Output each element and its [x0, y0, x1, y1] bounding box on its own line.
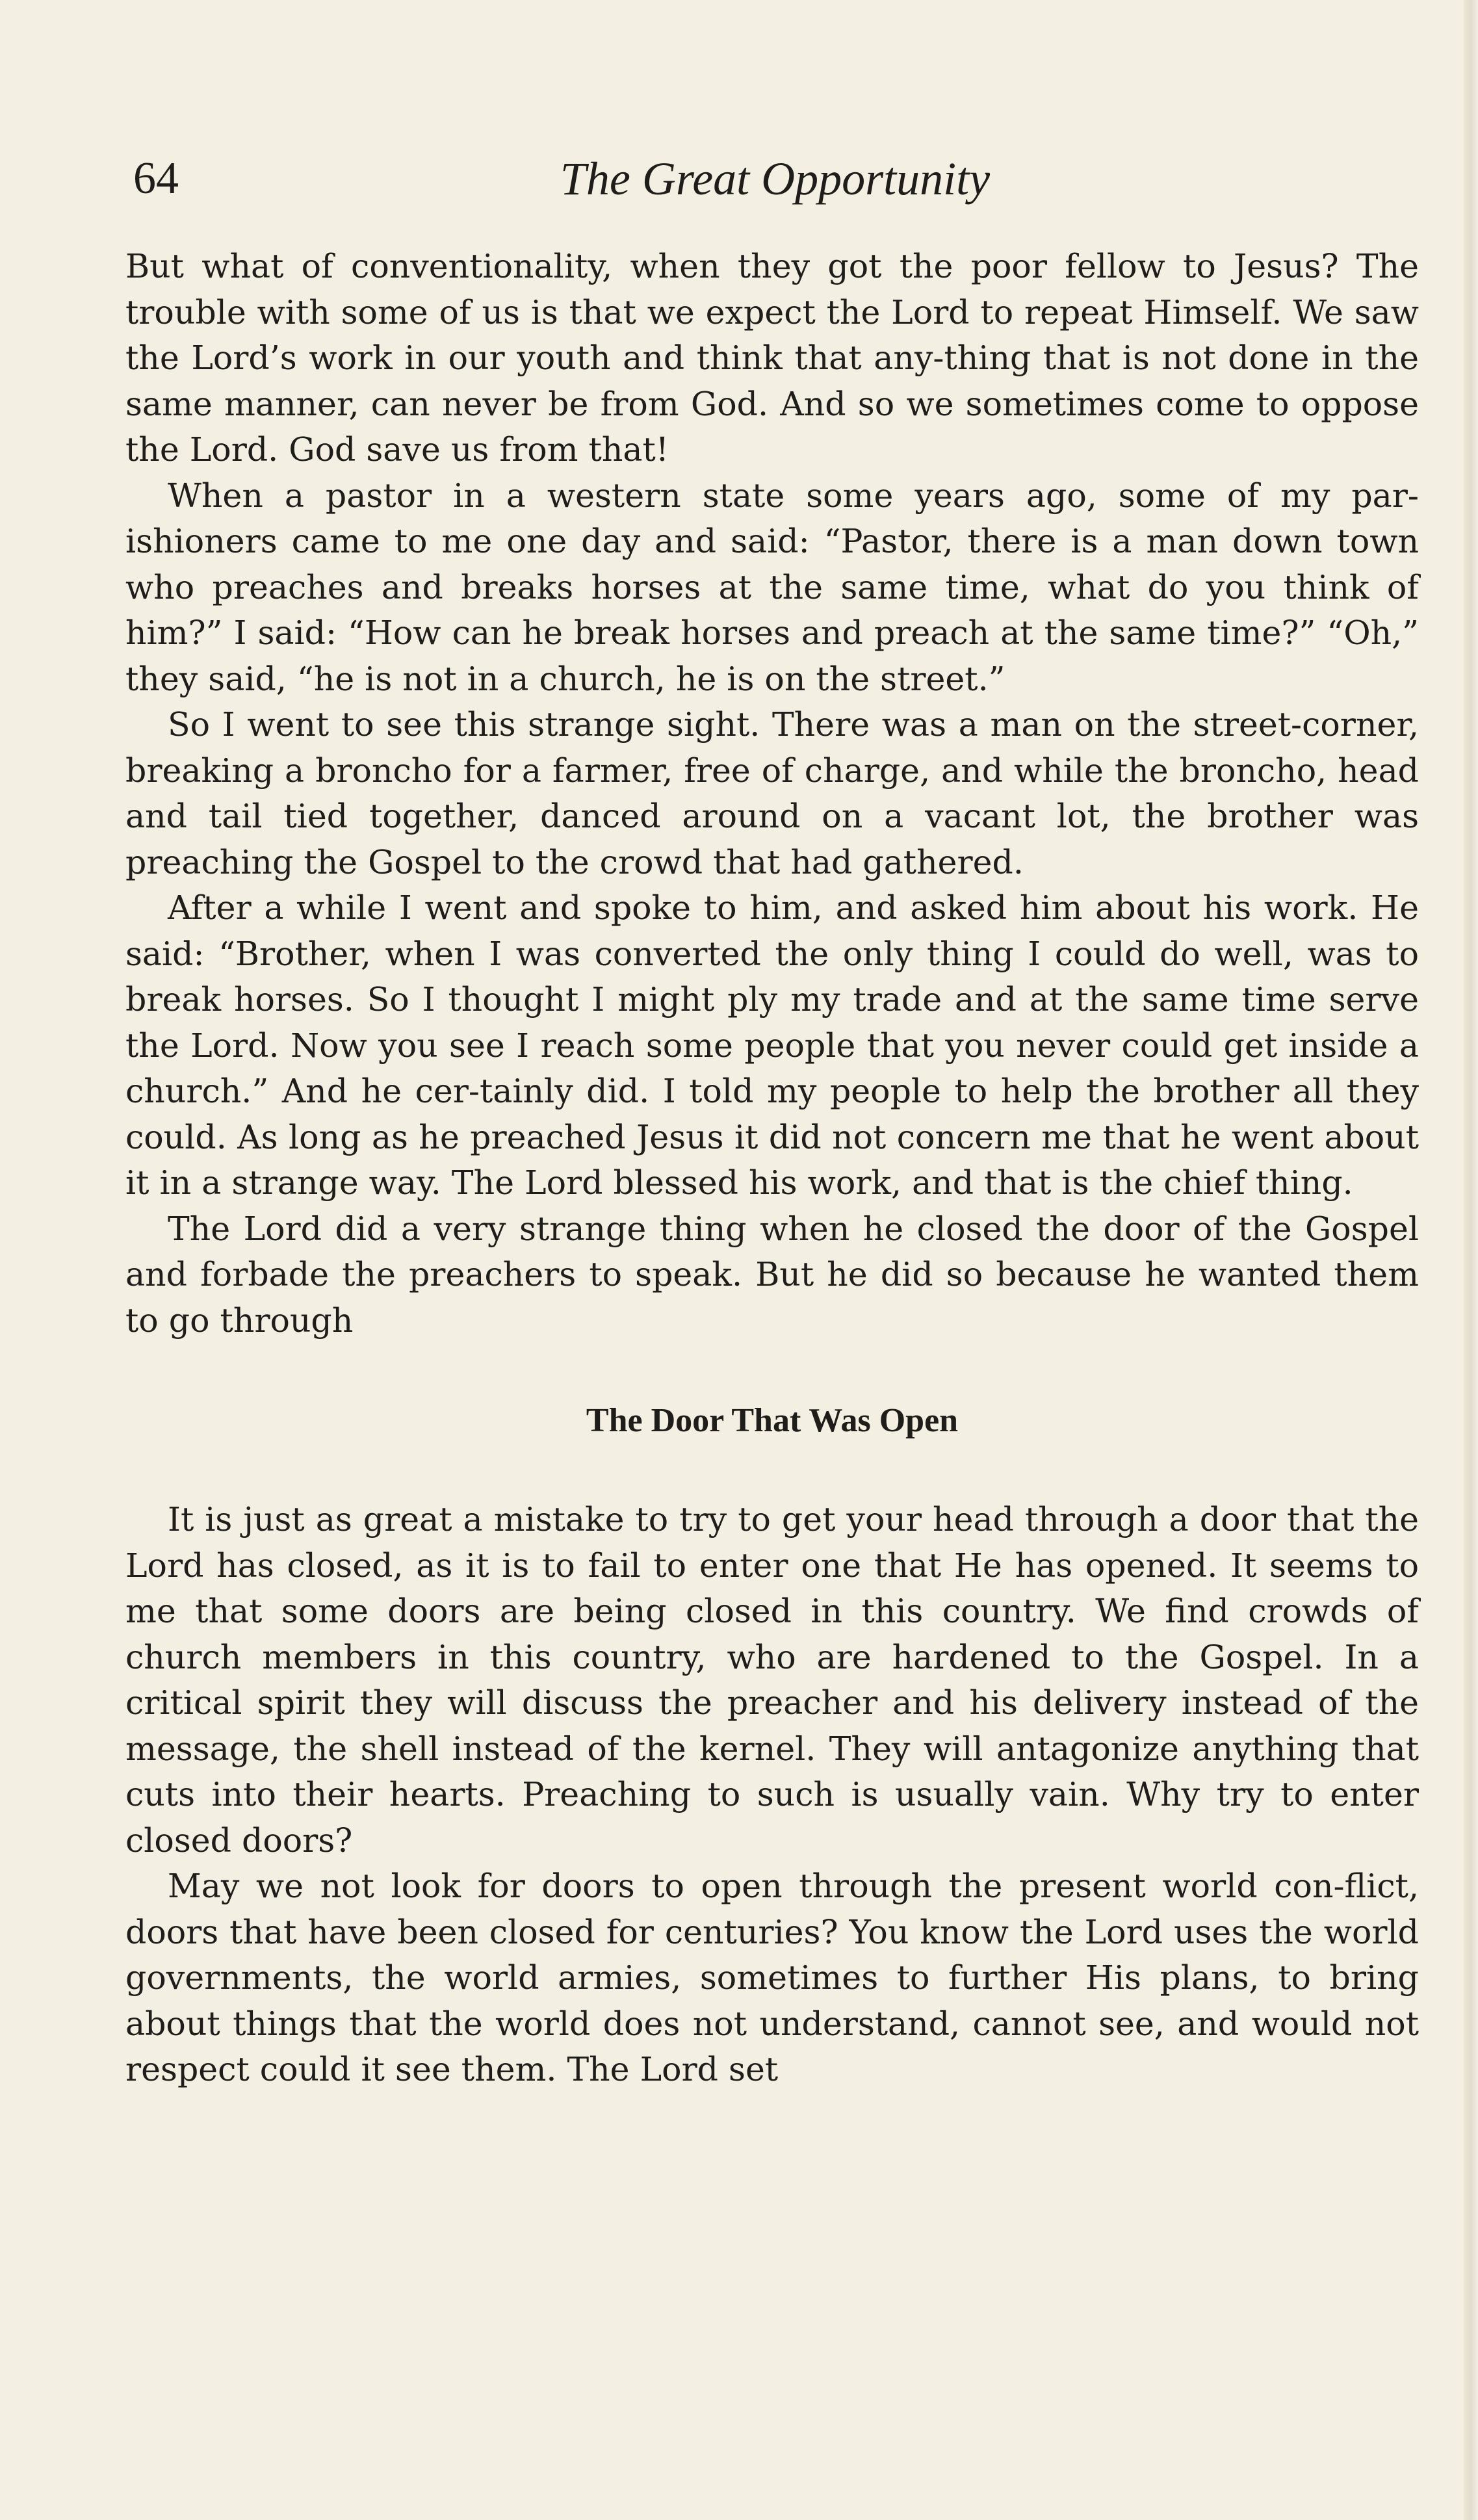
- page-edge: [1464, 0, 1478, 2520]
- body-text: [125, 244, 1419, 2093]
- paragraph-pastor-story: When a pastor in a western state some years ago, some of my par-ishioners came to me one day and said: “Pastor, there is a man down town who preaches and breaks horses at the same time, what do you think of him?” I said: “How can he break horses and preach at the same time?” “Oh,” they said, “he is not in a church, he is on the street.”: [125, 476, 1419, 698]
- section-heading: The Door That Was Open: [586, 1402, 959, 1439]
- paragraph-horse-breaker: After a while I went and spoke to him, and asked him about his work. He said: “Brother, when I was converted the only thing I could do well, was to break horses. So I thought I might ply my trade and at the same time serve the Lord. Now you see I reach some people that you never could get inside a church.” And he cer-tainly did. I told my people to help the brother all they could. As long as he preached Jesus it did not concern me that he went about it in a strange way. The Lord blessed his work, and that is the chief thing.: [125, 889, 1419, 1202]
- paragraph-strange-sight: So I went to see this strange sight. There was a man on the street-corner, breaking a broncho for a farmer, free of charge, and while the broncho, head and tail tied together, danced around on a vacant lot, the brother was preaching the Gospel to the crowd that had gathered.: [125, 705, 1419, 881]
- paragraph-conventionality: But what of conventionality, when they got the poor fellow to Jesus? The trouble with some of us is that we expect the Lord to repeat Himself. We saw the Lord’s work in our youth and think that any-thing that is not done in the same manner, can never be from God. And so we sometimes come to oppose the Lord. God save us from that!: [125, 247, 1419, 469]
- page-number: 64: [133, 153, 179, 203]
- paragraph-closed-door: The Lord did a very strange thing when he closed the door of the Gospel and forbade the preachers to speak. But he did so because he wanted them to go through: [125, 1209, 1419, 1340]
- paragraph-great-mistake: It is just as great a mistake to try to get your head through a door that the Lord has closed, as it is to fail to enter one that He has opened. It seems to me that some doors are being closed in this country. We find crowds of church members in this country, who are hardened to the Gospel. In a critical spirit they will discuss the preacher and his delivery instead of the message, the shell instead of the kernel. They will antagonize anything that cuts into their hearts. Preaching to such is usually vain. Why try to enter closed doors?: [125, 1500, 1419, 1860]
- paragraph-world-conflict: May we not look for doors to open through the present world con-flict, doors that have been closed for centuries? You know the Lord uses the world governments, the world armies, sometimes to further His plans, to bring about things that the world does not understand, cannot see, and would not respect could it see them. The Lord set: [125, 1867, 1419, 2088]
- page-header: [133, 149, 1417, 208]
- running-title: The Great Opportunity: [560, 153, 991, 205]
